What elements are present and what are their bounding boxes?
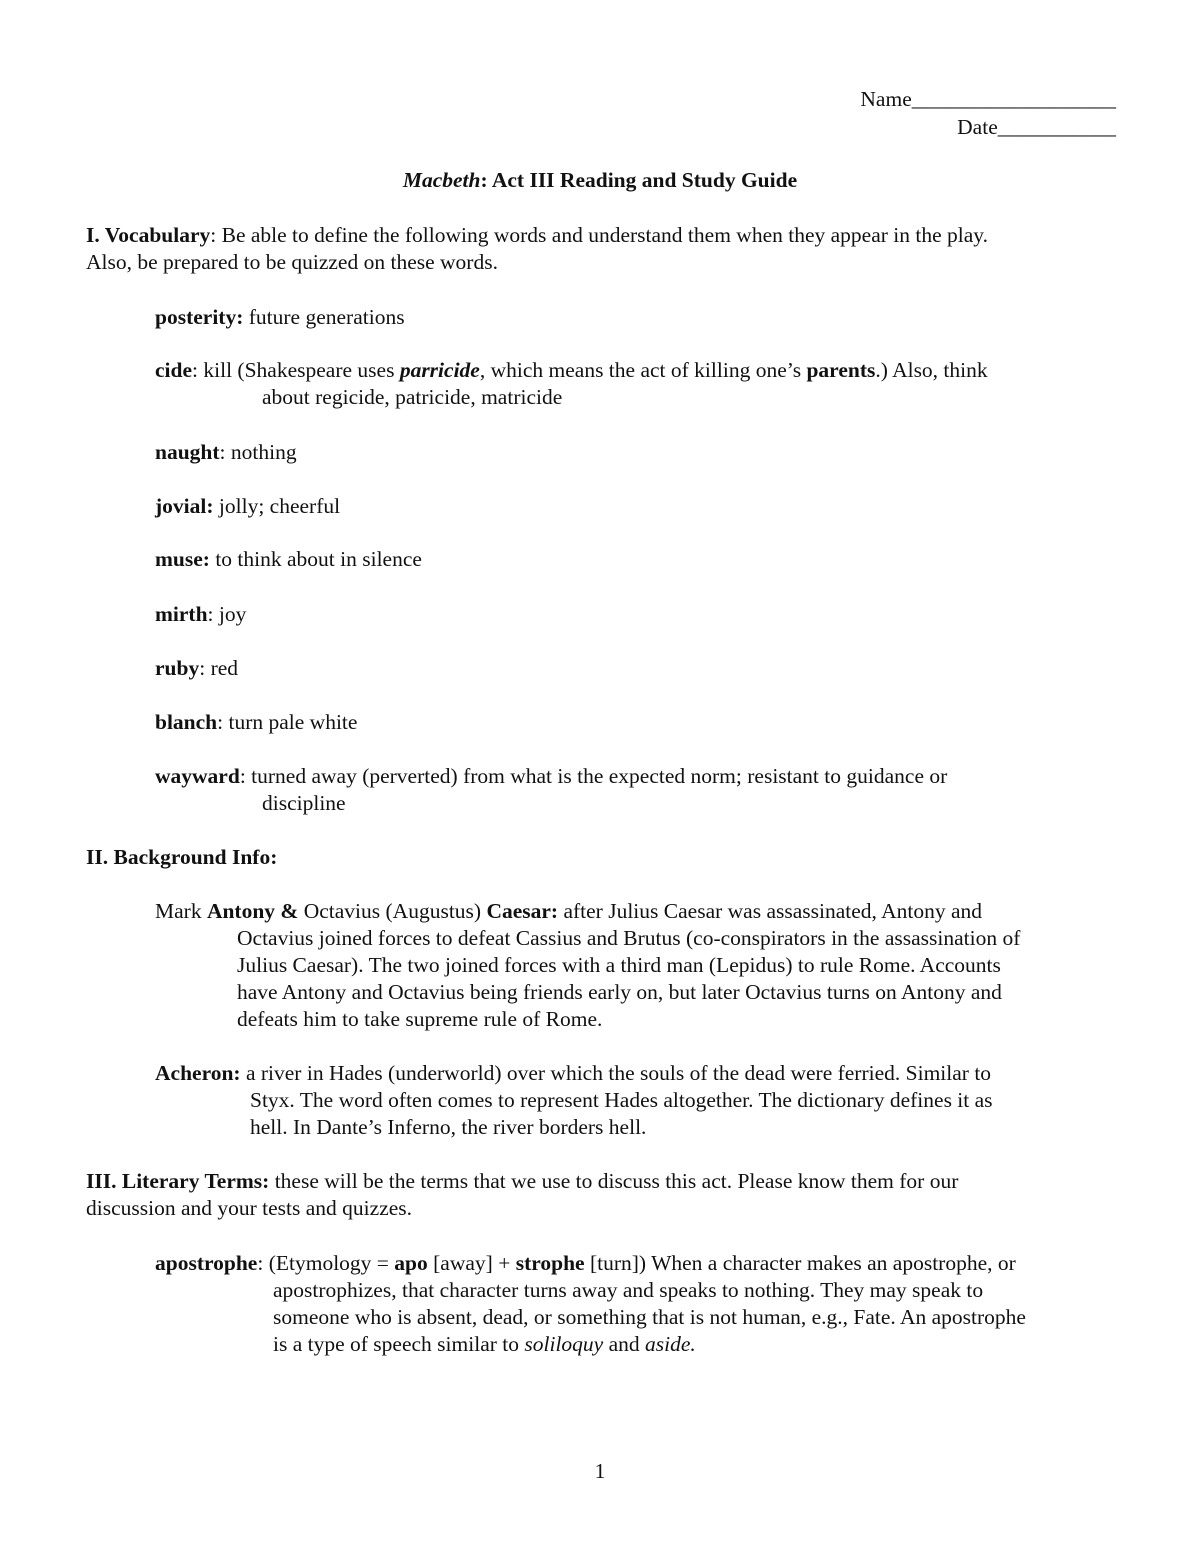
- literary-apostrophe-line: someone who is absent, dead, or something that is not human, e.g., Fate. An apostrophe: [273, 1305, 1026, 1329]
- background-antony-line: Julius Caesar). The two joined forces with a third man (Lepidus) to rule Rome. Accounts: [237, 953, 1001, 977]
- vocab-item-blanch: blanch: turn pale white: [155, 710, 358, 734]
- vocab-item-cide: cide: kill (Shakespeare uses parricide, which means the act of killing one’s parents.) Also, think: [155, 358, 988, 382]
- literary-apostrophe-line: is a type of speech similar to soliloquy and aside.: [273, 1332, 696, 1356]
- date-line: Date___________: [957, 115, 1116, 139]
- literary-heading: III. Literary Terms:: [86, 1169, 270, 1193]
- background-heading: II. Background Info:: [86, 845, 278, 869]
- vocab-item-wayward-cont: discipline: [262, 791, 346, 815]
- vocab-item-jovial: jovial: jolly; cheerful: [155, 494, 341, 518]
- background-antony-line: Octavius joined forces to defeat Cassius and Brutus (co-conspirators in the assassination of: [237, 926, 1021, 950]
- name-line: Name___________________: [860, 87, 1116, 111]
- background-acheron-line: Styx. The word often comes to represent Hades altogether. The dictionary defines it as: [250, 1088, 993, 1112]
- literary-apostrophe: apostrophe: (Etymology = apo [away] + strophe [turn]) When a character makes an apostrophe, or: [155, 1251, 1016, 1275]
- background-acheron: Acheron: a river in Hades (underworld) over which the souls of the dead were ferried. Similar to: [155, 1061, 992, 1085]
- background-antony: Mark Antony & Octavius (Augustus) Caesar: after Julius Caesar was assassinated, Antony and: [155, 899, 983, 923]
- vocab-item-wayward: wayward: turned away (perverted) from what is the expected norm; resistant to guidance or: [155, 764, 948, 788]
- vocab-intro: I. Vocabulary: Be able to define the following words and understand them when they appear in the play.: [86, 223, 989, 247]
- page-title: Macbeth: Act III Reading and Study Guide: [402, 168, 798, 192]
- vocab-item-posterity: posterity: future generations: [155, 305, 405, 329]
- vocab-item-cide-cont: about regicide, patricide, matricide: [262, 385, 563, 409]
- literary-intro-line2: discussion and your tests and quizzes.: [86, 1196, 413, 1220]
- literary-intro: III. Literary Terms: these will be the terms that we use to discuss this act. Please know them for our: [86, 1169, 959, 1193]
- vocab-item-muse: muse: to think about in silence: [155, 547, 422, 571]
- vocab-item-ruby: ruby: red: [155, 656, 239, 680]
- page-number: 1: [594, 1459, 606, 1483]
- background-antony-line: have Antony and Octavius being friends early on, but later Octavius turns on Antony and: [237, 980, 1002, 1004]
- background-acheron-line: hell. In Dante’s Inferno, the river borders hell.: [250, 1115, 647, 1139]
- vocab-heading: I. Vocabulary: [86, 223, 211, 247]
- vocab-item-naught: naught: nothing: [155, 440, 297, 464]
- vocab-intro-line2: Also, be prepared to be quizzed on these words.: [86, 250, 498, 274]
- literary-apostrophe-line: apostrophizes, that character turns away and speaks to nothing. They may speak to: [273, 1278, 984, 1302]
- background-antony-line: defeats him to take supreme rule of Rome.: [237, 1007, 603, 1031]
- vocab-item-mirth: mirth: joy: [155, 602, 247, 626]
